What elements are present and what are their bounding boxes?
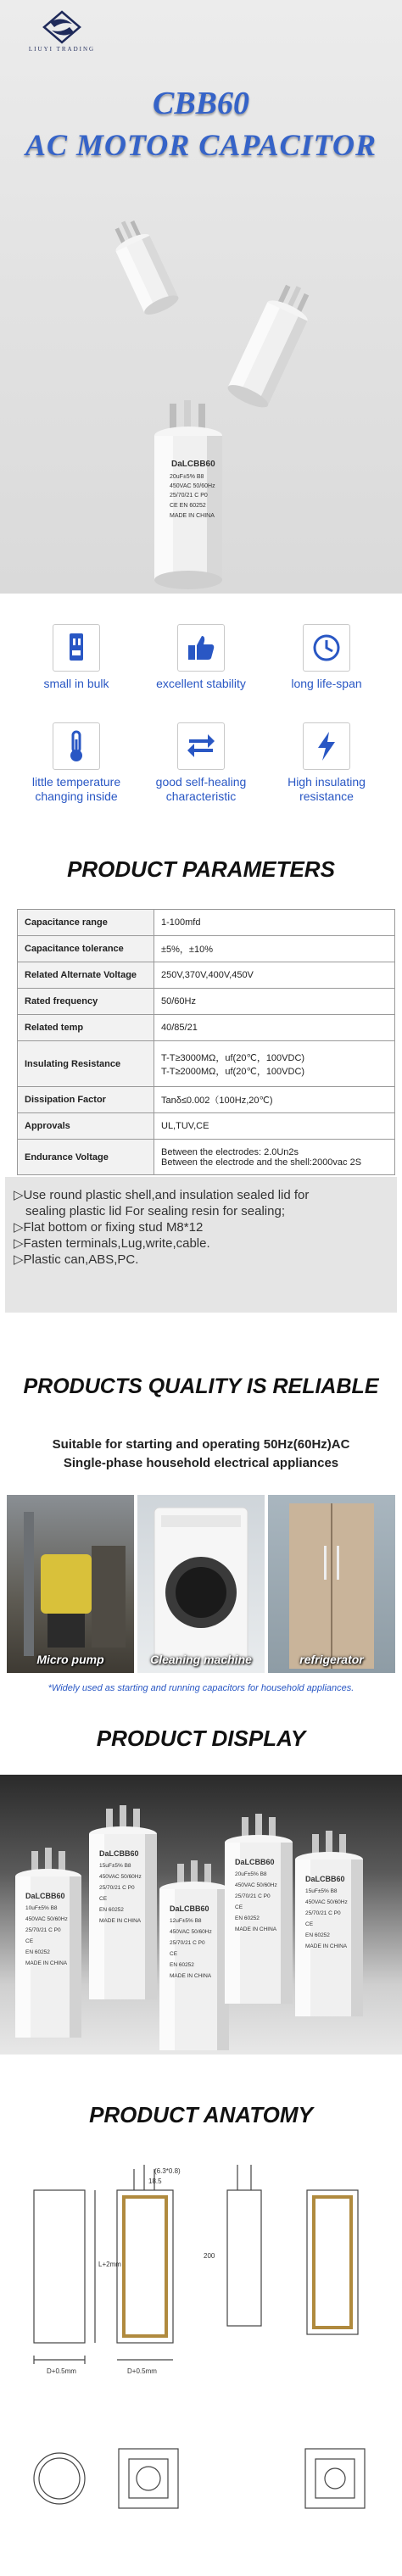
feature-label: small in bulk — [43, 677, 109, 690]
hero-section — [0, 0, 402, 594]
capacitor-label-line: EN 60252 — [305, 1932, 330, 1938]
feature-self-healing — [137, 722, 265, 804]
applications-note: *Widely used as starting and running capacitors for household appliances. — [47, 1683, 355, 1693]
param-key: Approvals — [18, 1113, 154, 1140]
application-label: Cleaning machine — [150, 1653, 252, 1666]
thermometer-icon — [64, 729, 89, 763]
capacitor-label-line: DaLCBB60 — [305, 1875, 345, 1883]
capacitor-label-line: CE — [99, 1896, 108, 1902]
param-value: 250V,370V,400V,450V — [154, 962, 395, 989]
capacitor-label-line: MADE IN CHINA — [305, 1943, 348, 1949]
dim-label-d2: D+0.5mm — [127, 2367, 157, 2375]
parameters-section — [0, 848, 402, 1177]
table-row — [18, 1113, 395, 1140]
capacitor-label-line: 25/70/21 C P0 — [25, 1927, 61, 1933]
capacitor-label-line: DaLCBB60 — [25, 1892, 65, 1900]
brand-logo — [15, 10, 109, 53]
parameters-table — [17, 909, 395, 1175]
feature-small-in-bulk — [13, 624, 140, 691]
note-line: sealing plastic lid For sealing resin for sealing; — [25, 1204, 285, 1218]
capacitor-label-line: 15uF±5% B8 — [305, 1888, 338, 1894]
param-key: Related temp — [18, 1015, 154, 1041]
param-value: ±5%，±10% — [154, 936, 395, 962]
svg-text:MADE IN CHINA: MADE IN CHINA — [170, 513, 215, 519]
param-value: 40/85/21 — [154, 1015, 395, 1041]
hero-title-line2: AC MOTOR CAPACITOR — [25, 128, 377, 162]
param-key: Endurance Voltage — [18, 1140, 154, 1175]
table-row — [18, 1087, 395, 1113]
quality-title: PRODUCTS QUALITY IS RELIABLE — [23, 1374, 379, 1398]
capacitor-label-line: MADE IN CHINA — [99, 1918, 142, 1924]
thumbs-up-icon — [186, 633, 216, 663]
svg-text:450VAC 50/60Hz: 450VAC 50/60Hz — [170, 483, 215, 489]
feature-label: good self-healing characteristic — [155, 775, 247, 803]
svg-text:CE EN 60252: CE EN 60252 — [170, 503, 206, 509]
capacitor-label-line: CE — [25, 1938, 34, 1944]
dim-label-top: (6.3*0.8) — [154, 2167, 181, 2175]
table-row — [18, 936, 395, 962]
quality-subtitle-1: Suitable for starting and operating 50Hz(60Hz)AC — [52, 1437, 350, 1452]
table-row — [18, 962, 395, 989]
capacitor-label-line: MADE IN CHINA — [235, 1926, 277, 1932]
capacitor-label-line: 25/70/21 C P0 — [235, 1893, 271, 1899]
param-value: T-T≥3000MΩ，uf(20℃，100VDC) — [161, 1052, 305, 1063]
anatomy-section — [0, 2063, 402, 2576]
swap-arrows-icon — [186, 733, 216, 759]
capacitor-label-line: DaLCBB60 — [99, 1849, 139, 1858]
param-key: Dissipation Factor — [18, 1087, 154, 1113]
capacitor-label-line: CE — [305, 1921, 314, 1927]
display-capacitor — [295, 1831, 363, 2016]
table-row — [18, 910, 395, 936]
anatomy-drawing-side — [0, 2165, 402, 2419]
application-image-fridge — [268, 1495, 395, 1673]
anatomy-drawing-top — [0, 2428, 402, 2555]
notes-box — [5, 1177, 397, 1313]
param-value: Between the electrodes: 2.0Un2s — [161, 1146, 299, 1157]
capacitor-label-line: 450VAC 50/60Hz — [305, 1899, 348, 1905]
param-key: Related Alternate Voltage — [18, 962, 154, 989]
param-key: Insulating Resistance — [18, 1041, 154, 1087]
feature-label: little temperature changing inside — [31, 775, 121, 803]
display-photo — [0, 1775, 402, 2055]
capacitor-label-line: 450VAC 50/60Hz — [25, 1916, 68, 1922]
display-capacitor — [15, 1848, 81, 2038]
param-value-2: Between the electrode and the shell:2000vac 2S — [161, 1157, 362, 1168]
plug-icon — [62, 632, 91, 664]
display-capacitor — [89, 1805, 157, 1999]
application-label: refrigerator — [299, 1653, 364, 1666]
feature-little-temperature — [13, 722, 140, 804]
table-row — [18, 1140, 395, 1175]
hero-title-line1: CBB60 — [152, 86, 250, 121]
param-value: UL,TUV,CE — [154, 1113, 395, 1140]
capacitor-label-line: DaLCBB60 — [235, 1858, 275, 1866]
capacitor-label-line: CE — [235, 1904, 243, 1910]
capacitor-label-line: 25/70/21 C P0 — [305, 1910, 341, 1916]
note-line: ▷Fasten terminals,Lug,write,cable. — [14, 1236, 210, 1251]
dim-label-18: 18.5 — [148, 2177, 162, 2185]
capacitor-label-line: 10uF±5% B8 — [25, 1905, 58, 1911]
dim-label-200: 200 — [204, 2252, 215, 2260]
capacitor-label-line: 12uF±5% B8 — [170, 1918, 202, 1924]
quality-subtitle-2: Single-phase household electrical appliances — [63, 1456, 339, 1470]
feature-long-life-span — [263, 624, 390, 691]
param-value: 1-100mfd — [154, 910, 395, 936]
feature-label: excellent stability — [156, 677, 246, 690]
capacitor-image-small — [102, 212, 195, 322]
capacitor-label-line: 20uF±5% B8 — [235, 1871, 267, 1877]
capacitor-label-line: EN 60252 — [99, 1907, 124, 1913]
param-value: Tanδ≤0.002（100Hz,20℃) — [154, 1087, 395, 1113]
brand-name: LIUYI TRADING — [28, 46, 96, 53]
note-line: ▷Use round plastic shell,and insulation sealed lid for — [14, 1188, 310, 1202]
capacitor-label-line: 450VAC 50/60Hz — [235, 1882, 277, 1888]
capacitor-label-line: 25/70/21 C P0 — [99, 1885, 135, 1891]
display-capacitor — [225, 1814, 293, 2004]
svg-text:20uF±5% B8: 20uF±5% B8 — [170, 474, 204, 480]
dim-label-l: L+2mm — [98, 2261, 121, 2268]
capacitor-label-line: EN 60252 — [235, 1915, 260, 1921]
capacitor-label-line: EN 60252 — [170, 1962, 194, 1968]
capacitor-label-line: 450VAC 50/60Hz — [170, 1929, 212, 1935]
feature-high-insulating — [263, 722, 390, 804]
note-line: ▷Plastic can,ABS,PC. — [14, 1252, 139, 1267]
clock-icon — [311, 633, 342, 663]
capacitor-label-line: 15uF±5% B8 — [99, 1863, 131, 1869]
quality-header-section — [0, 1325, 402, 1495]
param-value-2: T-T≥2000MΩ，uf(20℃，100VDC) — [161, 1066, 305, 1077]
application-image-pump — [7, 1495, 134, 1673]
feature-label: long life-span — [291, 677, 362, 690]
parameters-title: PRODUCT PARAMETERS — [67, 856, 335, 882]
capacitor-label-line: MADE IN CHINA — [25, 1960, 68, 1966]
lightning-icon — [314, 730, 339, 762]
display-section — [0, 1707, 402, 2063]
capacitor-label-line: 25/70/21 C P0 — [170, 1940, 205, 1946]
capacitor-label-line: DaLCBB60 — [170, 1904, 209, 1913]
param-key: Rated frequency — [18, 989, 154, 1015]
application-label: Micro pump — [36, 1653, 104, 1666]
table-row — [18, 1015, 395, 1041]
display-title: PRODUCT DISPLAY — [96, 1726, 306, 1751]
table-row — [18, 1041, 395, 1087]
application-image-washer — [137, 1495, 265, 1673]
feature-label: High insulating resistance — [288, 775, 366, 803]
svg-text:DaLCBB60: DaLCBB60 — [171, 460, 215, 469]
table-row — [18, 989, 395, 1015]
feature-excellent-stability — [137, 624, 265, 691]
capacitor-image-large — [127, 399, 254, 589]
capacitor-label-line: CE — [170, 1951, 178, 1957]
svg-text:25/70/21 C P0: 25/70/21 C P0 — [170, 493, 208, 499]
param-key: Capacitance range — [18, 910, 154, 936]
capacitor-label-line: EN 60252 — [25, 1949, 50, 1955]
param-value: 50/60Hz — [154, 989, 395, 1015]
features-section — [0, 594, 402, 848]
capacitor-lineup — [0, 1775, 402, 2055]
capacitor-label-line: MADE IN CHINA — [170, 1973, 212, 1979]
logo-emblem-icon — [42, 10, 81, 44]
param-key: Capacitance tolerance — [18, 936, 154, 962]
note-line: ▷Flat bottom or fixing stud M8*12 — [14, 1220, 204, 1235]
dim-label-d1: D+0.5mm — [47, 2367, 76, 2375]
anatomy-title: PRODUCT ANATOMY — [89, 2102, 313, 2127]
display-capacitor — [159, 1860, 229, 2050]
applications-section — [0, 1495, 402, 1707]
features-notes-section — [0, 1177, 402, 1325]
capacitor-label-line: 450VAC 50/60Hz — [99, 1874, 142, 1880]
